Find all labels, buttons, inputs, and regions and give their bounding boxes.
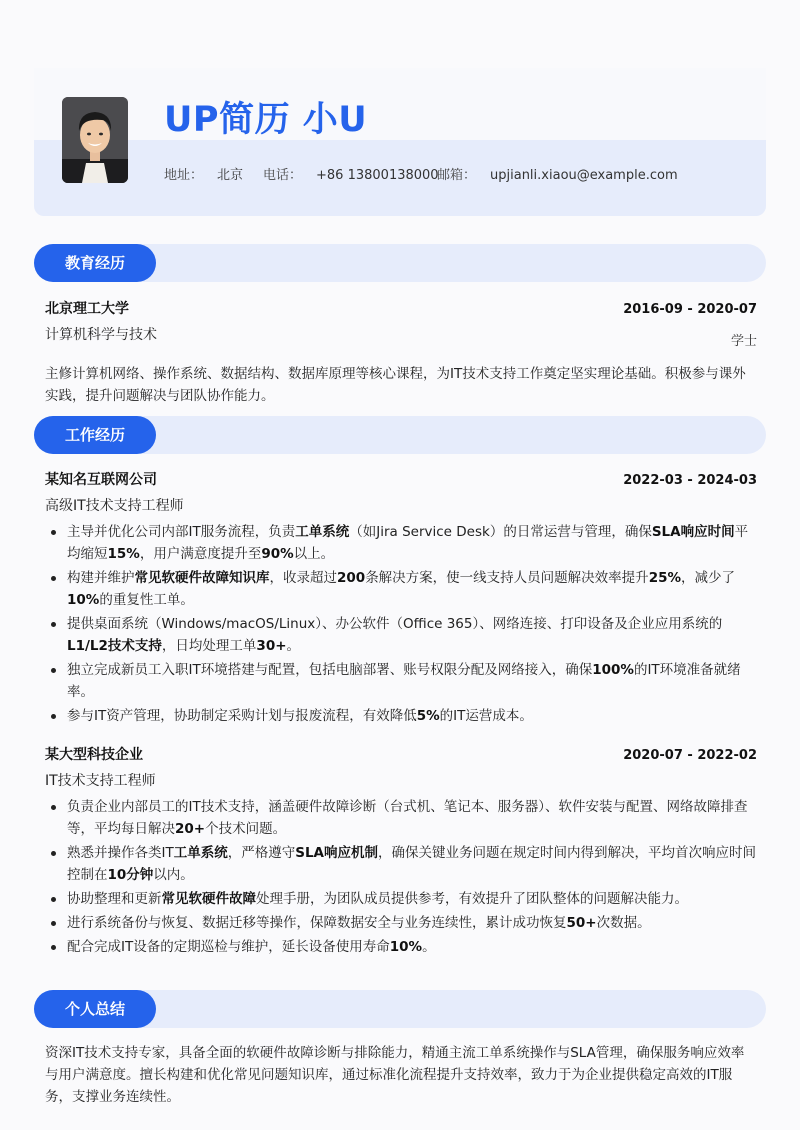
section-title-summary: 个人总结 xyxy=(34,990,156,1028)
summary-entry xyxy=(45,1042,757,1108)
education-entry xyxy=(45,298,757,407)
bullet-item: 负责企业内部员工的IT技术支持，涵盖硬件故障诊断（台式机、笔记本、服务器）、软件安装与配置、网络故障排查等，平均每日解决20+个技术问题。 xyxy=(45,796,757,840)
bullet-item: 构建并维护常见软硬件故障知识库，收录超过200条解决方案，使一线支持人员问题解决效率提升25%，减少了10%的重复性工单。 xyxy=(45,567,757,611)
email-value: upjianli.xiaou@example.com xyxy=(490,168,678,183)
major: 计算机科学与技术 xyxy=(45,327,157,343)
section-title-work: 工作经历 xyxy=(34,416,156,454)
summary-text: 资深IT技术支持专家，具备全面的软硬件故障诊断与排除能力，精通主流工单系统操作与SLA管理，确保服务响应效率与用户满意度。擅长构建和优化常见问题知识库，通过标准化流程提升支持效率，致力于为企业提供稳定高效的IT服务，支撑业务连续性。 xyxy=(45,1045,745,1105)
address-value: 北京 xyxy=(217,168,244,183)
bullet-item: 提供桌面系统（Windows/macOS/Linux）、办公软件（Office 365）、网络连接、打印设备及企业应用系统的L1/L2技术支持，日均处理工单30+。 xyxy=(45,613,757,657)
phone-label: 电话： xyxy=(263,168,303,183)
bullet-item: 独立完成新员工入职IT环境搭建与配置，包括电脑部署、账号权限分配及网络接入，确保100%的IT环境准备就绪率。 xyxy=(45,659,757,703)
company-name: 某大型科技企业 xyxy=(45,747,143,763)
section-summary-header xyxy=(34,990,766,1028)
section-work-header xyxy=(34,416,766,454)
bullet-item: 进行系统备份与恢复、数据迁移等操作，保障数据安全与业务连续性，累计成功恢复50+次数据。 xyxy=(45,912,757,934)
job-entry-1 xyxy=(45,469,757,729)
section-title-education: 教育经历 xyxy=(34,244,156,282)
bullet-item: 熟悉并操作各类IT工单系统，严格遵守SLA响应机制，确保关键业务问题在规定时间内得到解决，平均首次响应时间控制在10分钟以内。 xyxy=(45,842,757,886)
education-date: 2016-09 - 2020-07 xyxy=(623,302,757,317)
address-label: 地址： xyxy=(164,168,204,183)
job-bullets xyxy=(45,796,757,958)
job-date: 2020-07 - 2022-02 xyxy=(623,748,757,763)
section-education-header xyxy=(34,244,766,282)
job-title: IT技术支持工程师 xyxy=(45,773,156,789)
education-description: 主修计算机网络、操作系统、数据结构、数据库原理等核心课程，为IT技术支持工作奠定坚实理论基础。积极参与课外实践，提升问题解决与团队协作能力。 xyxy=(45,366,746,404)
phone-value: +86 13800138000 xyxy=(316,168,439,183)
contact-phone xyxy=(263,164,439,183)
bullet-item: 协助整理和更新常见软硬件故障处理手册，为团队成员提供参考，有效提升了团队整体的问题解决能力。 xyxy=(45,888,757,910)
bullet-item: 参与IT资产管理，协助制定采购计划与报废流程，有效降低5%的IT运营成本。 xyxy=(45,705,757,727)
bullet-item: 主导并优化公司内部IT服务流程，负责工单系统（如Jira Service Desk）的日常运营与管理，确保SLA响应时间平均缩短15%，用户满意度提升至90%以上。 xyxy=(45,521,757,565)
school-name: 北京理工大学 xyxy=(45,301,129,317)
avatar-photo xyxy=(62,97,128,183)
header-top xyxy=(34,68,766,140)
avatar-icon xyxy=(62,97,128,183)
job-bullets xyxy=(45,521,757,727)
job-title: 高级IT技术支持工程师 xyxy=(45,498,184,514)
company-name: 某知名互联网公司 xyxy=(45,472,157,488)
job-date: 2022-03 - 2024-03 xyxy=(623,473,757,488)
bullet-item: 配合完成IT设备的定期巡检与维护，延长设备使用寿命10%。 xyxy=(45,936,757,958)
contact-address xyxy=(164,164,243,183)
contact-email xyxy=(437,164,678,183)
job-entry-2 xyxy=(45,744,757,960)
email-label: 邮箱： xyxy=(437,168,477,183)
candidate-name: UP简历 小U xyxy=(164,100,368,140)
degree: 学士 xyxy=(730,334,757,349)
